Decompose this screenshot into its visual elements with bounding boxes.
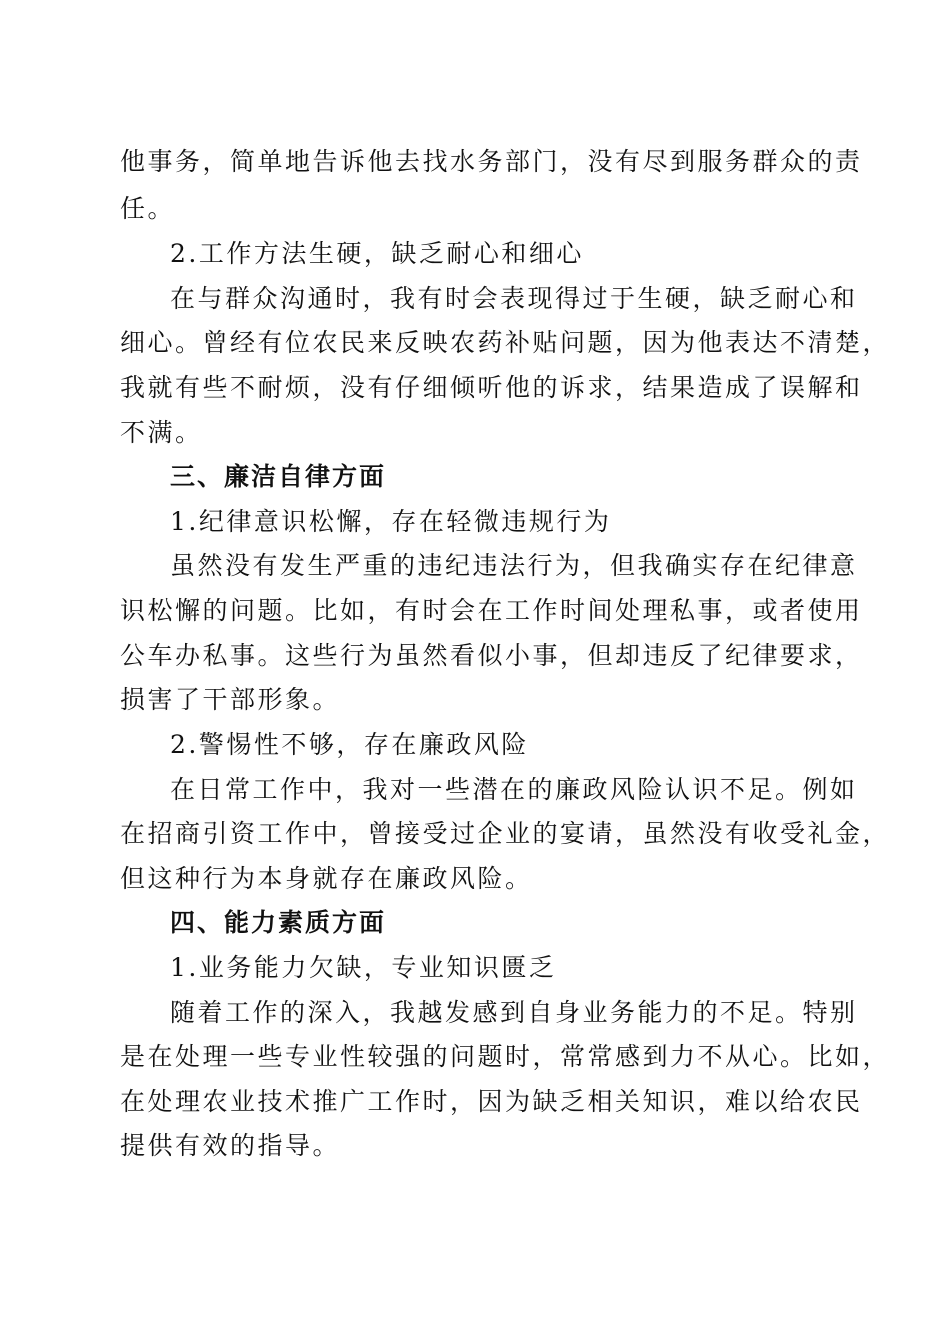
- body-text-line: 公车办私事。这些行为虽然看似小事，但却违反了纪律要求，: [120, 641, 863, 670]
- body-text-line: 提供有效的指导。: [120, 1131, 341, 1160]
- subheading: 2.工作方法生硬，缺乏耐心和细心: [170, 239, 584, 268]
- body-text-line: 是在处理一些专业性较强的问题时，常常感到力不从心。比如，: [120, 1042, 891, 1071]
- section-heading: 四、能力素质方面: [170, 908, 387, 937]
- subheading: 1.纪律意识松懈，存在轻微违规行为: [170, 507, 612, 536]
- body-text-line: 识松懈的问题。比如，有时会在工作时间处理私事，或者使用: [120, 596, 863, 625]
- body-text-line: 我就有些不耐烦，没有仔细倾听他的诉求，结果造成了误解和: [120, 373, 863, 402]
- body-text-line: 随着工作的深入，我越发感到自身业务能力的不足。特别: [170, 998, 858, 1027]
- body-text-line: 他事务，简单地告诉他去找水务部门，没有尽到服务群众的责: [120, 147, 863, 176]
- body-text-line: 不满。: [120, 418, 203, 447]
- body-text-line: 在招商引资工作中，曾接受过企业的宴请，虽然没有收受礼金，: [120, 819, 891, 848]
- body-text-line: 但这种行为本身就存在廉政风险。: [120, 864, 533, 893]
- body-text-line: 细心。曾经有位农民来反映农药补贴问题，因为他表达不清楚，: [120, 328, 891, 357]
- body-text-line: 损害了干部形象。: [120, 685, 341, 714]
- body-text-line: 在处理农业技术推广工作时，因为缺乏相关知识，难以给农民: [120, 1087, 863, 1116]
- body-text-line: 在与群众沟通时，我有时会表现得过于生硬，缺乏耐心和: [170, 284, 858, 313]
- subheading: 1.业务能力欠缺，专业知识匮乏: [170, 953, 557, 982]
- body-text-line: 任。: [120, 194, 176, 223]
- body-text-line: 虽然没有发生严重的违纪违法行为，但我确实存在纪律意: [170, 551, 858, 580]
- subheading: 2.警惕性不够，存在廉政风险: [170, 730, 529, 759]
- body-text-line: 在日常工作中，我对一些潜在的廉政风险认识不足。例如: [170, 775, 858, 804]
- section-heading: 三、廉洁自律方面: [170, 462, 387, 491]
